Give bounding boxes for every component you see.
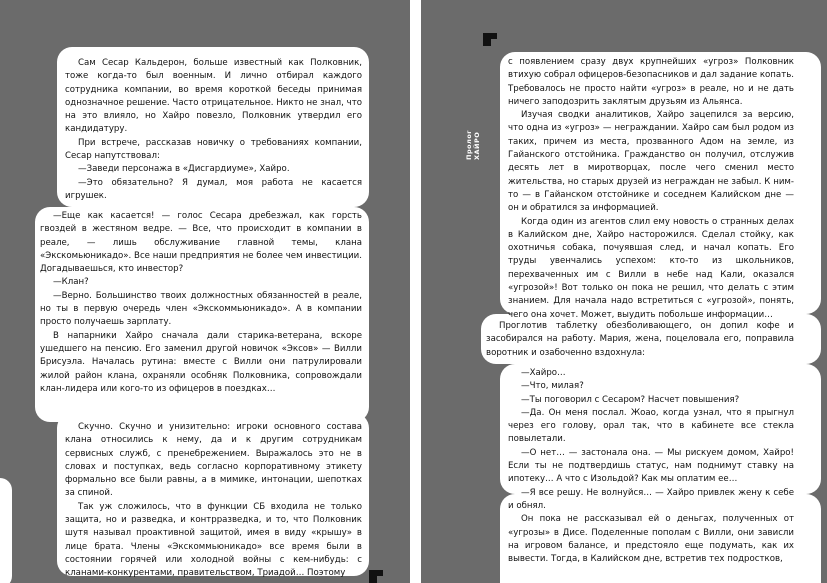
corner-mark xyxy=(369,570,383,576)
page-text xyxy=(486,320,794,360)
left-page xyxy=(0,0,410,583)
paragraph: Так уж сложилось, что в функции СБ входила не только защита, но и разведка, и контрразведка, и то, что Полковник шутя называл проактивной защитой, имея в виду «крышу» в лице брата. Члены «Экскоммьюникадо» все время были в состоянии горячей или холодной войны с кем-нибудь: с кланами-конкурентами, правительством, Триадой… Поэтому xyxy=(65,501,362,579)
page-text xyxy=(508,367,794,566)
paragraph: —Хайро… xyxy=(521,368,566,378)
paragraph: Изучая сводки аналитиков, Хайро зацепился за версию, что одна из «угроз» — неграждании. Хайро сам был родом из таких, причем из места, прозванного Адом на земле, из Гайанского отстойника. Гражданство он получил, отслужив десять лет в миротворцах, после чего сменил место жительства, но старых друзей из неграждан не забыл. К ним-то — в Гайанском отстойнике и соседнем Калийском дне — он и обратился за информацией. xyxy=(508,110,794,214)
paragraph: —Еще как касается! — голос Сесара дребезжал, как горсть гвоздей в жестяном ведре. — Все, что происходит в компании в реале, — лишь обслуживание главной темы, клана «Экскомьюникадо». Все наши предприятия не более чем инвестиции. Догадываешься, кто инвестор? xyxy=(40,211,362,275)
chapter-title: ХАЙРО xyxy=(473,131,481,160)
chapter-header xyxy=(465,100,481,160)
paragraph: —Что, милая? xyxy=(521,381,584,392)
corner-mark xyxy=(483,33,497,39)
page-text xyxy=(508,56,794,322)
paragraph: При встрече, рассказав новичку о требованиях компании, Сесар напутствовал: xyxy=(65,137,362,162)
page-text xyxy=(40,210,362,396)
paragraph: Когда один из агентов слил ему новость о странных делах в Калийском дне, Хайро насторожился. Сделал стойку, как охотничья собака, почуявшая след, и начал копать. Его труды увенчались успехом: кто-то из школьников, перехваченных им с Вилли в небе над Кали, оказался «угрозой»! Вот только он пока не решил, что делать с этим знанием. Для начала надо встретиться с «угрозой», понять, чего она хочет. Может, выудить побольше информации… xyxy=(508,216,794,320)
paragraph: Он пока не рассказывал ей о деньгах, полученных от «угрозы» в Дисе. Поделенные пополам с Вилли, они зависли на игровом балансе, и предстояло еще подумать, как их вывести. Тогда, в Калийском дне, встретив тех подростков, xyxy=(508,514,794,565)
paragraph: —О нет… — застонала она. — Мы рискуем домом, Хайро! Если ты не подтвердишь статус, нам поднимут ставку на ипотеку… А что с Изольдой? Как мы оплатим ее… xyxy=(508,447,794,485)
paragraph: —Да. Он меня послал. Жоао, когда узнал, что я прыгнул через его голову, орал так, что в кабинете все стекла повылетали. xyxy=(508,407,794,445)
text-highlight-block xyxy=(0,478,12,583)
paragraph: —Заведи персонажа в «Дисгардиуме», Хайро. xyxy=(78,164,290,175)
paragraph: —Верно. Большинство твоих должностных обязанностей в реале, но ты в первую очередь член «Экскоммьюникадо». А в компании просто получаешь зарплату. xyxy=(40,290,362,328)
page-gutter xyxy=(410,0,421,583)
chapter-label: Пролог xyxy=(465,129,473,160)
paragraph: —Ты поговорил с Сесаром? Насчет повышения? xyxy=(521,394,740,405)
paragraph: Проглотив таблетку обезболивающего, он допил кофе и засобирался на работу. Мария, жена, поцеловала его, поправила воротник и озабоченно вздохнула: xyxy=(486,321,794,358)
page-text xyxy=(65,57,362,203)
paragraph: —Это обязательно? Я думал, моя работа не касается игрушек. xyxy=(65,177,362,201)
paragraph: с появлением сразу двух крупнейших «угроз» Полковник втихую собрал офицеров-безопасников и дал задание копать. Требовалось не просто найти «угроз» в реале, но и не дать ничего заподозрить заклятым друзьям из Альянса. xyxy=(508,57,794,107)
paragraph: Сам Сесар Кальдерон, больше известный как Полковник, тоже когда-то был военным. И лично отбирал каждого сотрудника компании, во время короткой беседы принимая однозначное решение. Часто отрицательное. Никто не знал, что на это влияло, но Хайро повезло, Полковник утвердил его кандидатуру. xyxy=(65,58,362,135)
paragraph: —Клан? xyxy=(53,277,89,288)
paragraph: В напарники Хайро сначала дали старика-ветерана, вскоре ушедшего на пенсию. Его заменил другой новичок «Эксов» — Вилли Брисуэла. Началась рутина: вместе с Вилли они патрулировали жилой район клана, охраняли особняк Полковника, сопровождали клан-лидера или кого-то из офицеров в поездках… xyxy=(40,330,362,394)
page-text xyxy=(65,421,362,581)
paragraph: Скучно. Скучно и унизительно: игроки основного состава клана относились к нему, да и к другим сотрудникам сервисных служб, с пренебрежением. Выражалось это не в словах и поступках, ведь согласно корпоративному этикету формально все были равны, а в мимике, интонации, шепотках за спиной. xyxy=(65,422,362,499)
paragraph: —Я все решу. Не волнуйся… — Хайро привлек жену к себе и обнял. xyxy=(508,487,794,511)
